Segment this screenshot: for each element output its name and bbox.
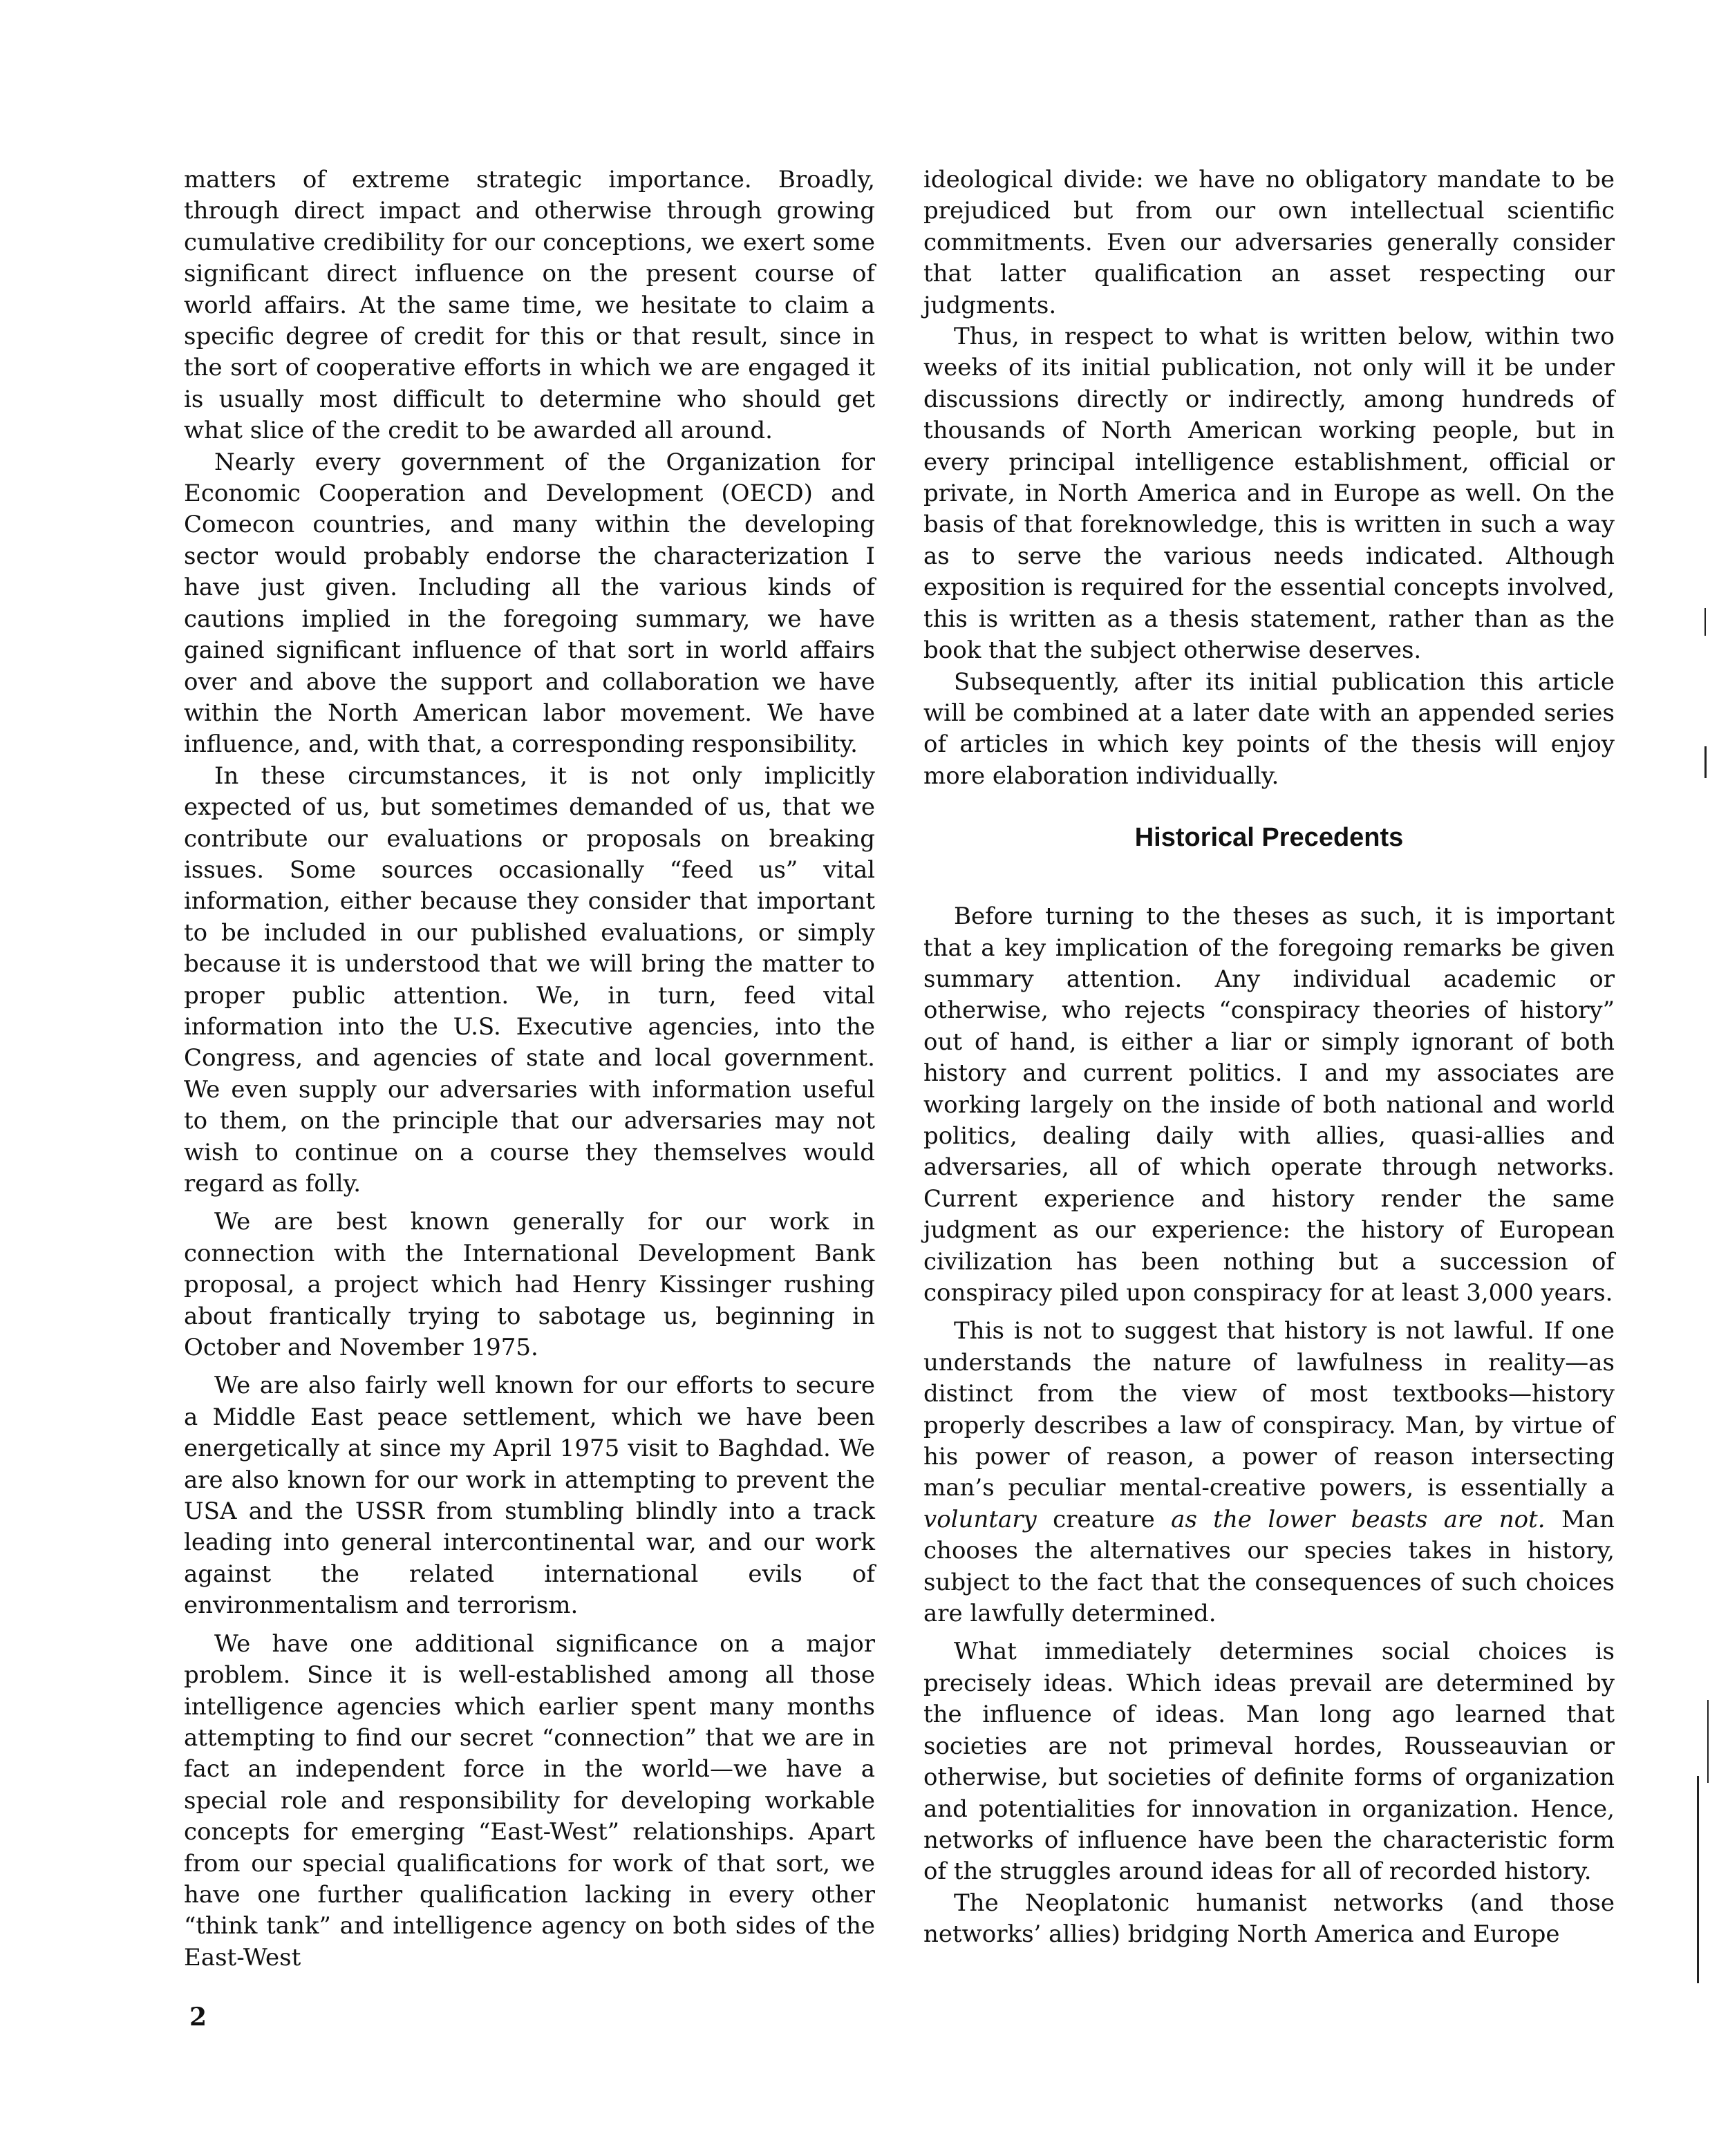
- paragraph: Before turning to the theses as such, it is important that a key implication of the foregoing remarks be given summary attention. Any individual academic or otherwise, who rejects “conspiracy theories of history” out of hand, is either a liar or simply ignorant of both history and current politics. I and my associates are working largely on the inside of both national and world politics, dealing daily with allies, quasi-allies and adversaries, all of which operate through networks. Current experience and history render the same judgment as our experience: the history of European civilization has been nothing but a succession of conspiracy piled upon conspiracy for at least 3,000 years.: [923, 902, 1615, 1307]
- text-run: This is not to suggest that history is not lawful. If one understands the nature of lawfulness in reality—as distinct from the view of most textbooks—history properly describes a law of conspiracy. Man, by virtue of his power of reason, a power of reason intersecting man’s peculiar mental-creative powers, is essentially a: [923, 1317, 1615, 1502]
- right-column: [923, 164, 1615, 1951]
- scan-artifact: [1704, 746, 1707, 778]
- left-column: [184, 164, 875, 1974]
- section-heading: Historical Precedents: [1134, 823, 1404, 853]
- paragraph: In these circumstances, it is not only implicitly expected of us, but sometimes demanded of us, that we contribute our evaluations or proposals on breaking issues. Some sources occasionally “feed us” vital information, either because they consider that important to be included in our published evaluations, or simply because it is understood that we will bring the matter to proper public attention. We, in turn, feed vital information into the U.S. Executive agencies, into the Congress, and agencies of state and local government. We even supply our adversaries with information useful to them, on the principle that our adversaries may not wish to continue on a course they themselves would regard as folly.: [184, 762, 875, 1198]
- paragraph: The Neoplatonic humanist networks (and those networks’ allies) bridging North America and Europe: [923, 1889, 1615, 1949]
- paragraph: matters of extreme strategic importance. Broadly, through direct impact and otherwise through growing cumulative credibility for our conceptions, we exert some significant direct influence on the present course of world affairs. At the same time, we hesitate to claim a specific degree of credit for this or that result, since in the sort of cooperative efforts in which we are engaged it is usually most difficult to determine who should get what slice of the credit to be awarded all around.: [184, 166, 875, 445]
- paragraph: Nearly every government of the Organization for Economic Cooperation and Development (OECD) and Comecon countries, and many within the developing sector would probably endorse the characterization I have just given. Including all the various kinds of cautions implied in the foregoing summary, we have gained significant influence of that sort in world affairs over and above the support and collaboration we have within the North American labor movement. We have influence, and, with that, a corresponding responsibility.: [184, 448, 875, 759]
- paragraph: ideological divide: we have no obligatory mandate to be prejudiced but from our own intellectual scientific commitments. Even our adversaries generally consider that latter qualification an asset respecting our judgments.: [923, 166, 1615, 319]
- text-run: Man chooses the alternatives our species takes in history, subject to the fact that the consequences of such choices are lawfully determined.: [923, 1505, 1615, 1628]
- paragraph: [923, 1316, 1615, 1629]
- paragraph: We have one additional significance on a major problem. Since it is well-established among all those intelligence agencies which earlier spent many months attempting to find our secret “connection” that we are in fact an independent force in the world—we have a special role and responsibility for developing workable concepts for emerging “East-West” relationships. Apart from our special qualifications for work of that sort, we have one further qualification lacking in every other “think tank” and intelligence agency on both sides of the East-West: [184, 1629, 875, 1971]
- italic-text: voluntary: [923, 1505, 1037, 1533]
- text-run: creature: [1036, 1505, 1172, 1533]
- scan-artifact: [1707, 1700, 1709, 1783]
- paragraph: What immediately determines social choices is precisely ideas. Which ideas prevail are determined by the influence of ideas. Man long ago learned that societies are not primeval hordes, Rousseauvian or otherwise, but societies of definite forms of organization and potentialities for innovation in organization. Hence, networks of influence have been the characteristic form of the struggles around ideas for all of recorded history.: [923, 1638, 1615, 1886]
- paragraph: We are best known generally for our work in connection with the International Development Bank proposal, a project which had Henry Kissinger rushing about frantically trying to sabotage us, beginning in October and November 1975.: [184, 1208, 875, 1362]
- paragraph: Subsequently, after its initial publication this article will be combined at a later date with an appended series of articles in which key points of the thesis will enjoy more elaboration individually.: [923, 668, 1615, 790]
- italic-text: as the lower beasts are not.: [1171, 1505, 1546, 1533]
- page-number: 2: [189, 2003, 207, 2032]
- paragraph: We are also fairly well known for our efforts to secure a Middle East peace settlement, which we have been energetically at since my April 1975 visit to Baghdad. We are also known for our work in attempting to prevent the USA and the USSR from stumbling blindly into a track leading into general intercontinental war, and our work against the related international evils of environmentalism and terrorism.: [184, 1372, 875, 1620]
- scan-artifact: [1704, 608, 1706, 636]
- paragraph: Thus, in respect to what is written below, within two weeks of its initial publication, not only will it be under discussions directly or indirectly, among hundreds of thousands of North American working people, but in every principal intelligence establishment, official or private, in North America and in Europe as well. On the basis of that foreknowledge, this is written in such a way as to serve the various needs indicated. Although exposition is required for the essential concepts involved, this is written as a thesis statement, rather than as the book that the subject otherwise deserves.: [923, 323, 1615, 665]
- scan-artifact: [1697, 1776, 1699, 1983]
